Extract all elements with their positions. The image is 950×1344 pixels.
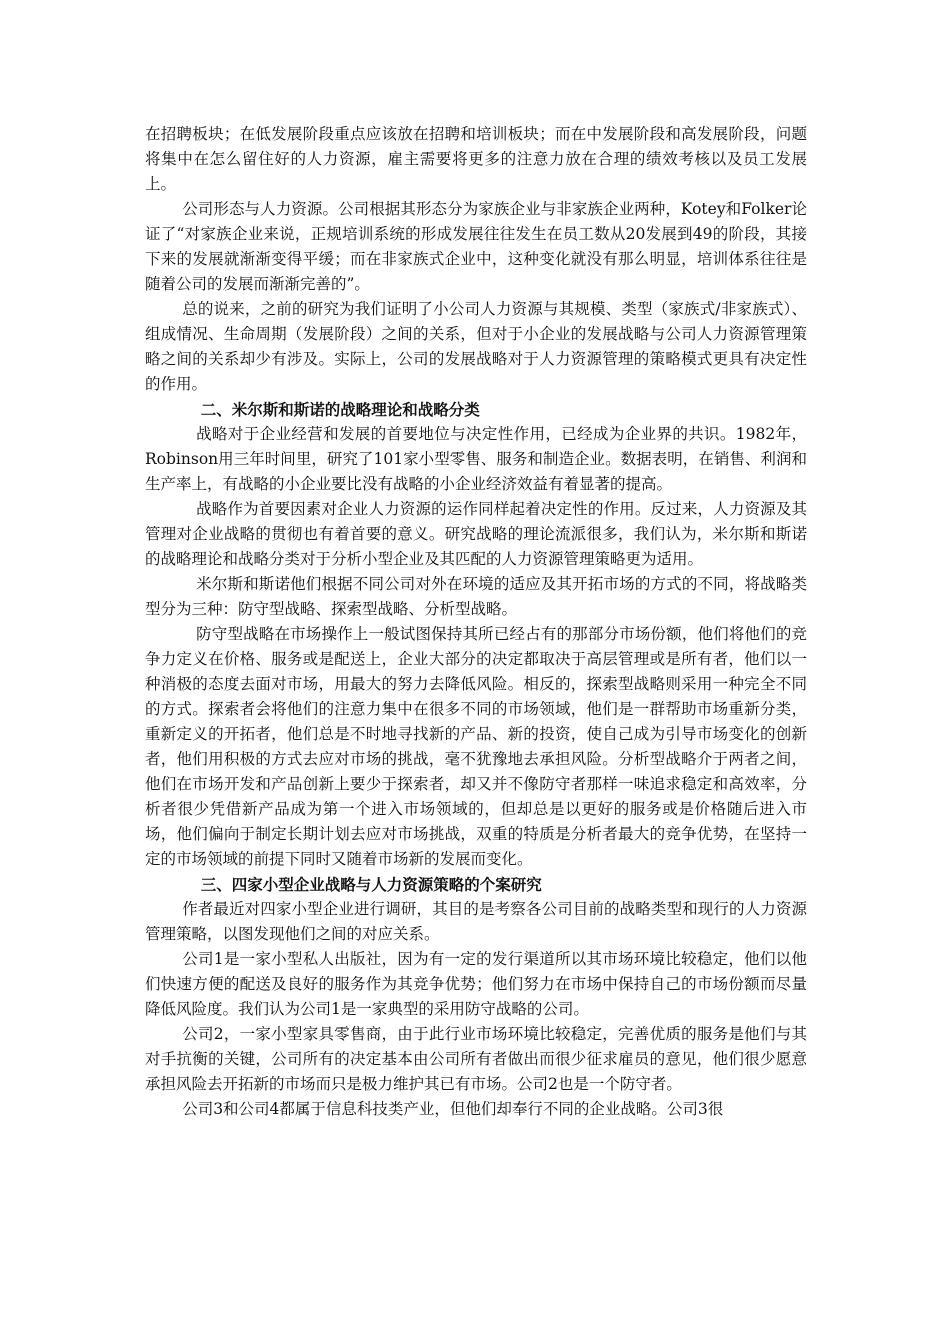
paragraph-case-intro: 作者最近对四家小型企业进行调研，其目的是考察各公司目前的战略类型和现行的人力资源管理策略，以图发现他们之间的对应关系。 [145, 900, 807, 943]
paragraph-company-form: 公司形态与人力资源。公司根据其形态分为家族企业与非家族企业两种，Kotey和Folker论证了“对家族企业来说，正规培训系统的形成发展往往发生在员工数从20发展到49的阶段，其接下来的发展就渐渐变得平缓；而在非家族式企业中，这种变化就没有那么明显，培训体系往往是随着公司的发展而渐渐完善的”。 [145, 200, 807, 293]
paragraph-company-3-4: 公司3和公司4都属于信息科技类产业，但他们却奉行不同的企业战略。公司3很 [182, 1100, 724, 1118]
paragraph-strategy-hr: 战略作为首要因素对企业人力资源的运作同样起着决定性的作用。反过来，人力资源及其管理对企业战略的贯彻也有着首要的意义。研究战略的理论流派很多，我们认为，米尔斯和斯诺的战略理论和战略分类对于分析小型企业及其匹配的人力资源管理策略更为适用。 [145, 500, 807, 568]
paragraph-summary: 总的说来，之前的研究为我们证明了小公司人力资源与其规模、类型（家族式/非家族式）、组成情况、生命周期（发展阶段）之间的关系，但对于小企业的发展战略与公司人力资源管理策略之间的关系却少有涉及。实际上，公司的发展战略对于人力资源管理的策略模式更具有决定性的作用。 [145, 300, 807, 393]
section-heading-2: 二、米尔斯和斯诺的战略理论和战略分类 [200, 400, 480, 419]
paragraph-strategy-consensus: 战略对于企业经营和发展的首要地位与决定性作用，已经成为企业界的共识。1982年，Robinson用三年时间里，研究了101家小型零售、服务和制造企业。数据表明，在销售、利润和生产率上，有战略的小企业要比没有战略的小企业经济效益有着显著的提高。 [145, 425, 807, 493]
paragraph-company-1: 公司1是一家小型私人出版社，因为有一定的发行渠道所以其市场环境比较稳定，他们以他们快速方便的配送及良好的服务作为其竞争优势；他们努力在市场中保持自己的市场份额而尽量降低风险度。我们认为公司1是一家典型的采用防守战略的公司。 [145, 950, 807, 1018]
document-body [145, 122, 807, 1122]
paragraph-strategy-types: 米尔斯和斯诺他们根据不同公司对外在环境的适应及其开拓市场的方式的不同，将战略类型分为三种：防守型战略、探索型战略、分析型战略。 [145, 575, 807, 618]
paragraph-strategy-details: 防守型战略在市场操作上一般试图保持其所已经占有的那部分市场份额，他们将他们的竞争力定义在价格、服务或是配送上，企业大部分的决定都取决于高层管理或是所有者，他们以一种消极的态度去面对市场，用最大的努力去降低风险。相反的，探索型战略则采用一种完全不同的方式。探索者会将他们的注意力集中在很多不同的市场领域，他们是一群帮助市场重新分类，重新定义的开拓者，他们总是不时地寻找新的产品、新的投资，使自己成为引导市场变化的创新者，他们用积极的方式去应对市场的挑战，毫不犹豫地去承担风险。分析型战略介于两者之间，他们在市场开发和产品创新上要少于探索者，却又并不像防守者那样一味追求稳定和高效率，分析者很少凭借新产品成为第一个进入市场领域的，但却总是以更好的服务或是价格随后进入市场，他们偏向于制定长期计划去应对市场挑战，双重的特质是分析者最大的竞争优势，在坚持一定的市场领域的前提下同时又随着市场新的发展而变化。 [145, 625, 807, 868]
section-heading-3: 三、四家小型企业战略与人力资源策略的个案研究 [200, 875, 542, 894]
paragraph-company-2: 公司2，一家小型家具零售商，由于此行业市场环境比较稳定，完善优质的服务是他们与其对手抗衡的关键，公司所有的决定基本由公司所有者做出而很少征求雇员的意见，他们很少愿意承担风险去开拓新的市场而只是极力维护其已有市场。公司2也是一个防守者。 [145, 1025, 807, 1093]
paragraph-recruitment-continuation: 在招聘板块；在低发展阶段重点应该放在招聘和培训板块；而在中发展阶段和高发展阶段，问题将集中在怎么留住好的人力资源，雇主需要将更多的注意力放在合理的绩效考核以及员工发展上。 [145, 125, 807, 193]
